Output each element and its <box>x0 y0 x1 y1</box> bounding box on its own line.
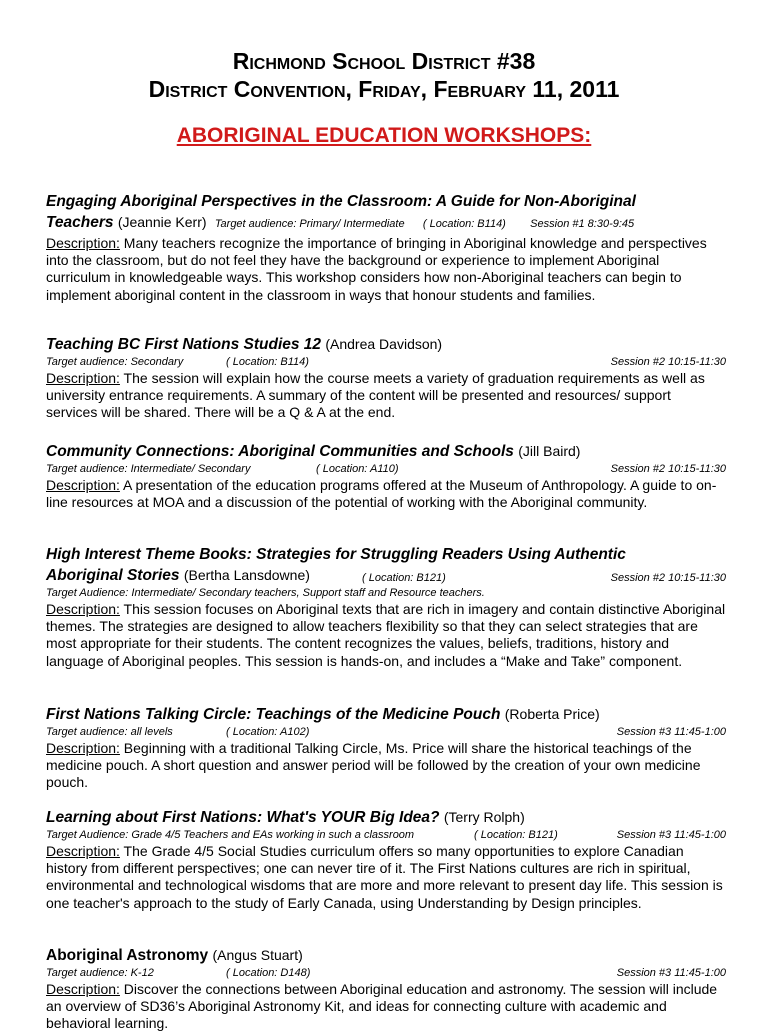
workshop-title: High Interest Theme Books: Strategies for Struggling Readers Using Authentic <box>46 546 626 563</box>
target-audience: Target audience: Secondary <box>46 356 184 368</box>
workshop-meta <box>46 355 726 370</box>
target-audience: Target audience: K-12 <box>46 967 154 979</box>
presenter-name: (Bertha Lansdowne) <box>183 567 310 583</box>
workshop-description: Description: Discover the connections between Aboriginal education and astronomy. The session will include an overview of SD36’s Aboriginal Astronomy Kit, and ideas for connecting culture with academic and behavioral learning. <box>46 981 718 1032</box>
workshop-entry <box>46 334 726 422</box>
session-time: Session #2 10:15-11:30 <box>610 572 726 584</box>
workshop-meta <box>46 966 726 981</box>
description-label: Description: <box>46 370 120 386</box>
description-label: Description: <box>46 740 120 756</box>
target-audience: Target audience: all levels <box>46 726 173 738</box>
district-title: Richmond School District #38 <box>232 48 536 74</box>
description-label: Description: <box>46 843 120 859</box>
session-time: Session #2 10:15-11:30 <box>610 463 726 475</box>
session-time: Session #1 8:30-9:45 <box>530 218 635 230</box>
workshops-banner: ABORIGINAL EDUCATION WORKSHOPS: <box>176 124 592 147</box>
workshop-description: Description: The session will explain how the course meets a variety of graduation requirements as well as university entrance requirements. A summary of the content will be presented and resources/ support services will be shared. There will be a Q & A at the end. <box>46 370 705 421</box>
description-label: Description: <box>46 601 120 617</box>
session-time: Session #3 11:45-1:00 <box>616 726 726 738</box>
location: ( Location: A102) <box>226 726 310 738</box>
description-label: Description: <box>46 981 120 997</box>
description-label: Description: <box>46 477 120 493</box>
location: ( Location: B114) <box>422 218 506 230</box>
workshop-title: Teachers <box>46 214 114 231</box>
workshop-description: Description: This session focuses on Aboriginal texts that are rich in imagery and contain distinctive Aboriginal themes. The strategies are designed to allow teachers flexibility so that they can select strategies that are most appropriate for their students. The content recognizes the values, beliefs, traditions, history and language of Aboriginal peoples. This session is hands-on, and includes a “Make and Take” component. <box>46 601 726 669</box>
workshop-meta <box>46 586 726 601</box>
workshop-description: Description: Many teachers recognize the importance of bringing in Aboriginal knowledge and perspectives into the classroom, but do not feel they have the background or experience to implement Aboriginal curriculum in knowledgeable ways. This workshop considers how non-Aboriginal teachers can begin to implement aboriginal content in the classroom in ways that honour students and families. <box>46 235 707 303</box>
location: ( Location: B114) <box>226 356 309 368</box>
workshop-meta <box>46 725 726 740</box>
location: ( Location: D148) <box>226 967 311 979</box>
workshop-title-line <box>46 191 726 212</box>
description-label: Description: <box>46 235 120 251</box>
workshop-description: Description: The Grade 4/5 Social Studies curriculum offers so many opportunities to explore Canadian history from different perspectives; one can never tire of it. The First Nations cultures are rich in spiritual, environmental and technological wisdoms that are more and more relevant to present day life. This session is one teacher's approach to the study of Early Canada, using Understanding by Design principles. <box>46 843 723 911</box>
presenter-name: (Terry Rolph) <box>443 809 525 825</box>
workshop-title: Engaging Aboriginal Perspectives in the Classroom: A Guide for Non-Aboriginal <box>46 193 636 210</box>
workshop-title: First Nations Talking Circle: Teachings of the Medicine Pouch <box>46 706 501 723</box>
presenter-name: (Jill Baird) <box>518 443 581 459</box>
workshop-title: Learning about First Nations: What's YOUR Big Idea? <box>46 809 440 826</box>
workshop-entry <box>46 544 726 670</box>
target-audience: Target Audience: Intermediate/ Secondary teachers, Support staff and Resource teachers. <box>46 587 485 599</box>
workshop-entry <box>46 807 726 912</box>
presenter-name: (Roberta Price) <box>504 706 600 722</box>
workshop-description: Description: A presentation of the education programs offered at the Museum of Anthropology. A guide to on-line resources at MOA and a discussion of the potential of working with the Aboriginal community. <box>46 477 717 511</box>
workshop-entry <box>46 191 726 304</box>
workshop-title: Aboriginal Stories <box>46 567 180 584</box>
location: ( Location: B121) <box>474 829 558 841</box>
workshop-entry <box>46 441 726 511</box>
presenter-name: (Angus Stuart) <box>212 947 303 963</box>
target-audience: Target Audience: Grade 4/5 Teachers and EAs working in such a classroom <box>46 829 415 841</box>
workshop-title: Community Connections: Aboriginal Communities and Schools <box>46 443 514 460</box>
target-audience: Target audience: Intermediate/ Secondary <box>46 463 251 475</box>
convention-subtitle: District Convention, Friday, February 11, 2011 <box>148 76 620 102</box>
workshop-meta <box>46 828 726 843</box>
workshop-meta <box>46 462 726 477</box>
location: ( Location: A110) <box>316 463 399 475</box>
workshop-title: Teaching BC First Nations Studies 12 <box>46 336 322 353</box>
target-audience: Target audience: Primary/ Intermediate <box>214 218 405 230</box>
workshop-entry <box>46 704 726 792</box>
location: ( Location: B121) <box>362 572 446 584</box>
workshop-description: Description: Beginning with a traditional Talking Circle, Ms. Price will share the historical teachings of the medicine pouch. A short question and answer period will be followed by the creation of your own medicine pouch. <box>46 740 701 791</box>
session-time: Session #2 10:15-11:30 <box>610 356 726 368</box>
session-time: Session #3 11:45-1:00 <box>616 829 726 841</box>
presenter-name: (Jeannie Kerr) <box>117 214 207 230</box>
workshop-entry <box>46 945 726 1033</box>
workshop-title: Aboriginal Astronomy <box>46 947 209 964</box>
presenter-name: (Andrea Davidson) <box>325 336 443 352</box>
session-time: Session #3 11:45-1:00 <box>616 967 726 979</box>
